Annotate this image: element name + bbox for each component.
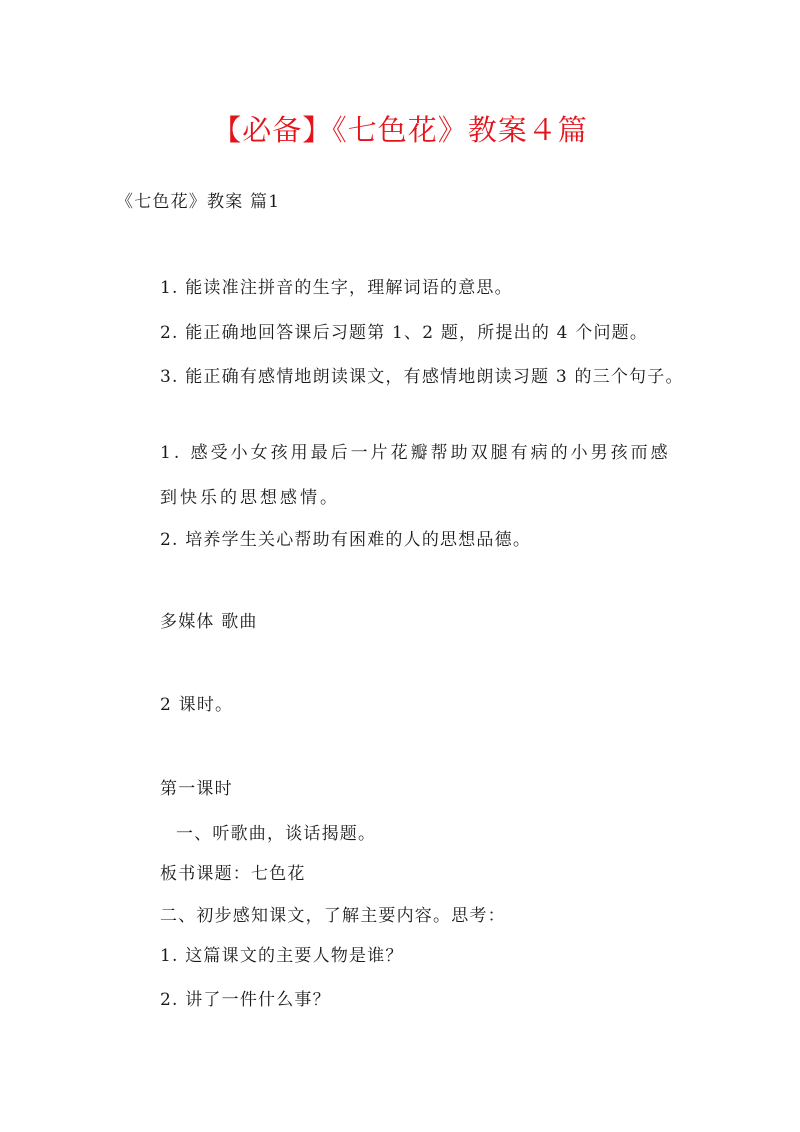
materials-text: 多媒体 歌曲 [160,612,258,632]
question-item: 2. 讲了一件什么事？ [160,990,331,1010]
lesson-heading: 第一课时 [160,779,233,799]
lesson-step: 二、初步感知课文，了解主要内容。思考： [160,906,506,926]
board-title: 板书课题：七色花 [160,864,306,884]
lesson-step: 一、听歌曲，谈话揭题。 [176,824,377,844]
objective-item: 2. 能正确地回答课后习题第 1、2 题，所提出的 4 个问题。 [160,323,649,343]
emotion-objective-item: 2. 培养学生关心帮助有困难的人的思想品德。 [160,530,532,550]
objective-item: 1. 能读准注拼音的生字，理解词语的意思。 [160,278,513,298]
document-title: 【必备】《七色花》教案４篇 [212,113,588,147]
objective-item: 3. 能正确有感情地朗读课文，有感情地朗读习题 3 的三个句子。 [160,367,684,387]
section-heading: 《七色花》教案 篇1 [116,192,281,212]
question-item: 1. 这篇课文的主要人物是谁？ [160,946,404,966]
duration-text: 2 课时。 [160,695,234,715]
emotion-objective-item: 1. 感受小女孩用最后一片花瓣帮助双腿有病的小男孩而感到快乐的思想感情。 [160,443,671,508]
